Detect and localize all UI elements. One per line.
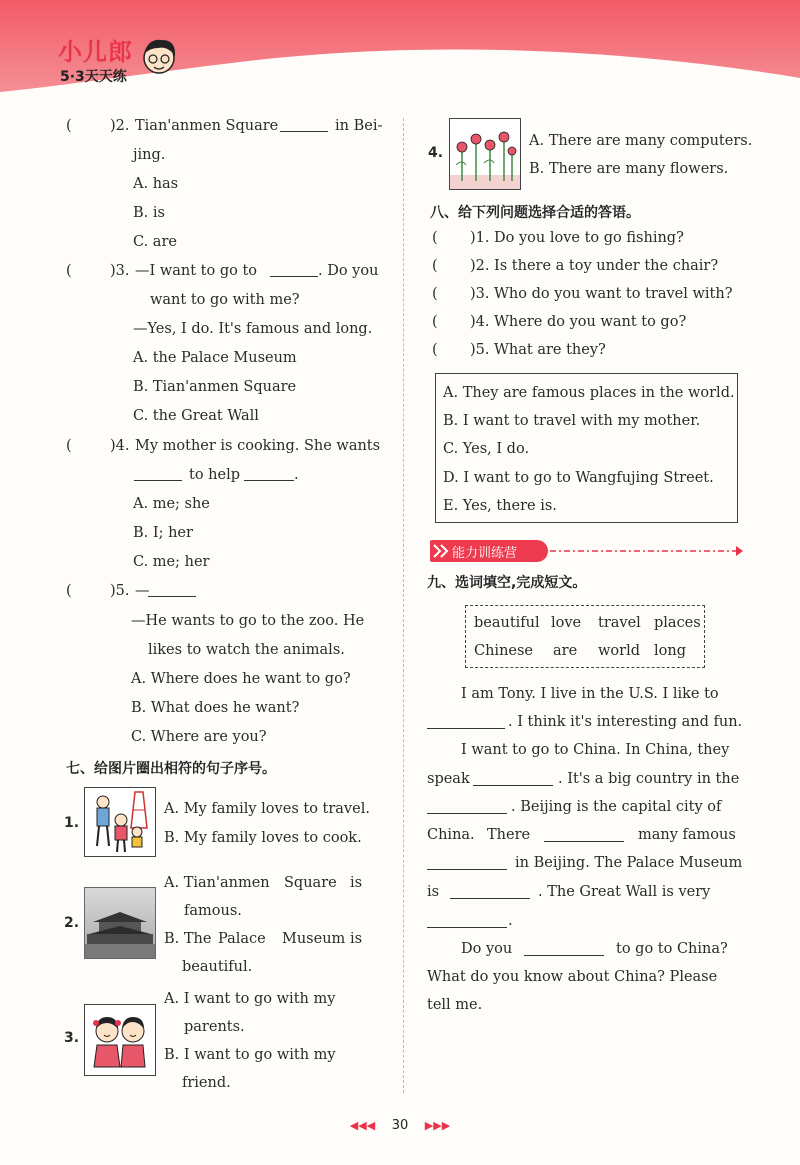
pic-1-number: 1. bbox=[64, 815, 80, 831]
word-long: long bbox=[654, 643, 686, 659]
q3-option-b: B. Tian'anmen Square bbox=[133, 379, 297, 395]
word-love: love bbox=[551, 615, 582, 631]
q5-reply-2: likes to watch the animals. bbox=[148, 642, 345, 658]
q4-blank-1[interactable] bbox=[134, 466, 182, 481]
pic-3-option-a: A. I want to go with my bbox=[164, 991, 336, 1007]
q3-reply: —Yes, I do. It's famous and long. bbox=[133, 321, 373, 337]
page-number: 30 bbox=[391, 1118, 409, 1133]
q5-option-a: A. Where does he want to go? bbox=[131, 671, 351, 687]
double-chevron-icon bbox=[433, 544, 449, 558]
flowers-image bbox=[449, 118, 521, 190]
pic-3-number: 3. bbox=[64, 1030, 80, 1046]
passage-line-3: I want to go to China. In China, they bbox=[461, 742, 730, 758]
section-8-title: 八、给下列问题选择合适的答语。 bbox=[430, 205, 640, 221]
mascot-icon bbox=[138, 34, 180, 82]
q2-option-c: C. are bbox=[133, 234, 177, 250]
pic-2-option-b-word-1: B. The bbox=[164, 931, 212, 947]
q3-number: )3. bbox=[110, 263, 130, 279]
word-chinese: Chinese bbox=[474, 643, 534, 659]
passage-blank-8[interactable] bbox=[524, 941, 604, 956]
q8-1-paren: ( bbox=[432, 230, 438, 246]
q2-option-b: B. is bbox=[133, 205, 165, 221]
q8-4-text: Where do you want to go? bbox=[494, 314, 687, 330]
q8-1-text: Do you love to go fishing? bbox=[494, 230, 684, 246]
passage-line-10a: Do you bbox=[461, 941, 513, 957]
page-header bbox=[0, 0, 800, 110]
q8-5-number: )5. bbox=[470, 342, 490, 358]
family-travel-image bbox=[84, 787, 156, 857]
page-footer bbox=[0, 1118, 800, 1133]
passage-blank-1[interactable] bbox=[427, 714, 505, 729]
word-world: world bbox=[598, 643, 640, 659]
banner-dashed-line bbox=[550, 545, 745, 557]
two-kids-image bbox=[84, 1004, 156, 1076]
q5-option-b: B. What does he want? bbox=[131, 700, 300, 716]
passage-line-1: I am Tony. I live in the U.S. I like to bbox=[461, 686, 719, 702]
passage-blank-6[interactable] bbox=[450, 884, 530, 899]
q4-option-c: C. me; her bbox=[133, 554, 210, 570]
section-7-title: 七、给图片圈出相符的句子序号。 bbox=[66, 761, 276, 777]
q5-option-c: C. Where are you? bbox=[131, 729, 267, 745]
q8-3-paren: ( bbox=[432, 286, 438, 302]
pic-2-option-a-word-2: Square bbox=[284, 875, 337, 891]
pic-2-option-a-word-1: A. Tian'anmen bbox=[164, 875, 270, 891]
pic-2-option-b-word-3: Museum bbox=[282, 931, 346, 947]
passage-line-8a: is bbox=[427, 884, 440, 900]
passage-line-10b: to go to China? bbox=[616, 941, 728, 957]
q5-number: )5. bbox=[110, 583, 130, 599]
answer-a: A. They are famous places in the world. bbox=[443, 385, 735, 401]
pic-2-option-b-word-2: Palace bbox=[218, 931, 266, 947]
pic-2-option-b-word-4: is bbox=[350, 931, 363, 947]
word-places: places bbox=[654, 615, 701, 631]
answer-e: E. Yes, there is. bbox=[443, 498, 557, 514]
answer-c: C. Yes, I do. bbox=[443, 441, 530, 457]
palace-museum-image bbox=[84, 887, 156, 959]
pic-1-option-a: A. My family loves to travel. bbox=[164, 801, 370, 817]
passage-line-2: . I think it's interesting and fun. bbox=[508, 714, 743, 730]
q5-text: — bbox=[135, 583, 150, 599]
pic-2-number: 2. bbox=[64, 915, 80, 931]
q3-option-a: A. the Palace Museum bbox=[133, 350, 297, 366]
q5-paren: ( bbox=[66, 583, 72, 599]
q8-1-number: )1. bbox=[470, 230, 490, 246]
pic-4-option-a: A. There are many computers. bbox=[529, 133, 753, 149]
passage-blank-3[interactable] bbox=[427, 799, 507, 814]
q8-4-paren: ( bbox=[432, 314, 438, 330]
pic-3-option-b: B. I want to go with my bbox=[164, 1047, 336, 1063]
word-beautiful: beautiful bbox=[474, 615, 540, 631]
passage-line-6c: many famous bbox=[638, 827, 736, 843]
q2-number: )2. bbox=[110, 118, 130, 134]
banner-label: 能力训练营 bbox=[452, 546, 518, 561]
q4-option-a: A. me; she bbox=[133, 496, 210, 512]
pic-2-option-b-cont: beautiful. bbox=[182, 959, 253, 975]
q8-2-paren: ( bbox=[432, 258, 438, 274]
q4-blank-2[interactable] bbox=[244, 466, 294, 481]
pic-3-option-a-cont: parents. bbox=[184, 1019, 245, 1035]
q8-2-number: )2. bbox=[470, 258, 490, 274]
q3-option-c: C. the Great Wall bbox=[133, 408, 259, 424]
passage-line-8b: . The Great Wall is very bbox=[538, 884, 711, 900]
passage-blank-5[interactable] bbox=[427, 855, 507, 870]
q8-5-paren: ( bbox=[432, 342, 438, 358]
passage-line-11: What do you know about China? Please bbox=[427, 969, 718, 985]
q2-paren: ( bbox=[66, 118, 72, 134]
q4-cont: to help bbox=[189, 467, 241, 483]
q8-4-number: )4. bbox=[470, 314, 490, 330]
passage-line-12: tell me. bbox=[427, 997, 483, 1013]
q3-cont: want to go with me? bbox=[150, 292, 300, 308]
q2-text2: in Bei- bbox=[335, 118, 383, 134]
q3-paren: ( bbox=[66, 263, 72, 279]
q4-number: )4. bbox=[110, 438, 130, 454]
section-banner bbox=[430, 540, 548, 562]
passage-line-6b: There bbox=[487, 827, 531, 843]
word-travel: travel bbox=[598, 615, 641, 631]
brand-logo: 小儿郎 bbox=[58, 38, 133, 66]
q5-blank[interactable] bbox=[148, 582, 196, 597]
q8-2-text: Is there a toy under the chair? bbox=[494, 258, 719, 274]
pic-4-option-b: B. There are many flowers. bbox=[529, 161, 729, 177]
passage-line-5: . Beijing is the capital city of bbox=[511, 799, 722, 815]
passage-line-4a: speak bbox=[427, 771, 470, 787]
q2-text: Tian'anmen Square bbox=[135, 118, 279, 134]
q8-5-text: What are they? bbox=[494, 342, 606, 358]
pic-4-number: 4. bbox=[428, 145, 444, 161]
q5-reply-1: —He wants to go to the zoo. He bbox=[131, 613, 365, 629]
q4-paren: ( bbox=[66, 438, 72, 454]
passage-line-4b: . It's a big country in the bbox=[558, 771, 740, 787]
q2-cont: jing. bbox=[133, 147, 166, 163]
q3-blank[interactable] bbox=[270, 262, 318, 277]
pic-1-option-b: B. My family loves to cook. bbox=[164, 830, 362, 846]
q3-text: —I want to go to bbox=[135, 263, 258, 279]
q2-blank[interactable] bbox=[280, 117, 328, 132]
word-are: are bbox=[553, 643, 578, 659]
section-9-title: 九、选词填空,完成短文。 bbox=[427, 575, 587, 591]
left-arrows-icon: ◀◀◀ bbox=[349, 1119, 376, 1132]
q3-text2: . Do you bbox=[318, 263, 379, 279]
pic-2-option-a-cont: famous. bbox=[184, 903, 242, 919]
pic-2-option-a-word-3: is bbox=[350, 875, 363, 891]
pic-3-option-b-cont: friend. bbox=[182, 1075, 231, 1091]
q4-end: . bbox=[294, 467, 299, 483]
q8-3-text: Who do you want to travel with? bbox=[494, 286, 733, 302]
q2-option-a: A. has bbox=[133, 176, 179, 192]
passage-blank-7[interactable] bbox=[427, 913, 507, 928]
passage-line-7: in Beijing. The Palace Museum bbox=[515, 855, 743, 871]
column-divider bbox=[403, 118, 404, 1093]
passage-blank-4[interactable] bbox=[544, 827, 624, 842]
q4-text: My mother is cooking. She wants bbox=[135, 438, 381, 454]
passage-line-9: . bbox=[508, 913, 513, 929]
answer-d: D. I want to go to Wangfujing Street. bbox=[443, 470, 714, 486]
passage-line-6a: China. bbox=[427, 827, 475, 843]
right-arrows-icon: ▶▶▶ bbox=[424, 1119, 451, 1132]
brand-subtitle: 5·3天天练 bbox=[60, 69, 127, 85]
answer-b: B. I want to travel with my mother. bbox=[443, 413, 701, 429]
q8-3-number: )3. bbox=[470, 286, 490, 302]
q4-option-b: B. I; her bbox=[133, 525, 193, 541]
passage-blank-2[interactable] bbox=[473, 771, 553, 786]
